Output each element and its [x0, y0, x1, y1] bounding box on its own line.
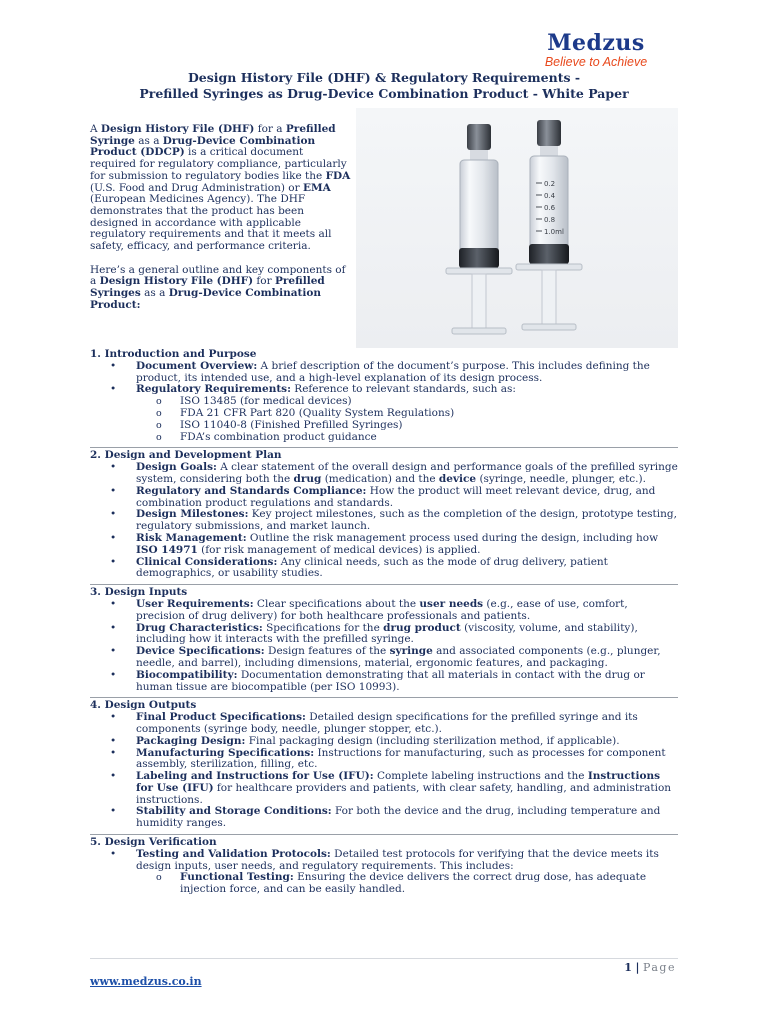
scale-label: 0.4 — [544, 192, 556, 200]
document-sections — [90, 349, 678, 900]
scale-label: 0.8 — [544, 216, 556, 224]
section-4 — [90, 697, 678, 834]
bullet-list — [90, 599, 678, 693]
text-run: Final packaging design (including sterilization method, if applicable). — [245, 734, 620, 747]
text-run: as a — [140, 287, 169, 300]
text-run: Here’s a general outline and key components of a — [90, 263, 346, 288]
intro-paragraph-1 — [90, 124, 352, 253]
list-item — [136, 806, 678, 830]
section-1 — [90, 349, 678, 447]
sub-list-item — [180, 872, 678, 896]
item-label: Clinical Considerations: — [136, 555, 278, 568]
text-run: How the product will meet relevant device, drug, and combination product regulations and standards. — [136, 484, 656, 509]
bold-text: Drug-Device Combination Product (DDCP) — [90, 134, 316, 159]
section-heading: 5. Design Verification — [90, 836, 217, 849]
text-run: A — [90, 123, 101, 135]
bold-text: FDA — [325, 169, 351, 182]
text-run: Detailed test protocols for verifying that the device meets its design inputs, user needs, and regulatory requirements. This includes: — [136, 847, 659, 872]
text-run: as a — [134, 134, 163, 147]
company-logo — [532, 30, 660, 69]
list-item — [136, 509, 678, 533]
intro-paragraph-2 — [90, 265, 352, 312]
item-label: Design Goals: — [136, 461, 217, 474]
text-run: Reference to relevant standards, such as: — [290, 383, 516, 396]
text-run: A brief description of the document’s purpose. This includes defining the product, its intended use, and a high-level explanation of its design process. — [136, 359, 650, 384]
text-run: for — [253, 275, 275, 288]
item-label: Risk Management: — [136, 531, 247, 544]
sub-list-item — [180, 432, 678, 444]
section-heading: 3. Design Inputs — [90, 586, 188, 599]
page-separator: | — [635, 961, 640, 974]
text-run: (U.S. Food and Drug Administration) or — [90, 181, 303, 194]
list-item — [136, 557, 678, 581]
bold-text: drug product — [383, 621, 461, 634]
footer-divider — [90, 958, 678, 959]
sub-list — [136, 396, 678, 443]
logo-wordmark: Medzus — [547, 30, 645, 56]
title-line-1: Design History File (DHF) & Regulatory Requirements - — [187, 70, 581, 85]
scale-label: 0.6 — [544, 204, 556, 212]
text-run: ISO 11040-8 (Finished Prefilled Syringes) — [180, 418, 403, 431]
list-item — [136, 670, 678, 694]
text-run: ISO 13485 (for medical devices) — [180, 395, 352, 408]
list-item — [136, 533, 678, 557]
page-word: Page — [642, 961, 676, 974]
text-run: (European Medicines Agency). The DHF demonstrates that the product has been designed in accordance with applicable regulatory requirements and that it meets all safety, efficacy, and performance criteria. — [90, 193, 332, 253]
section-heading: 2. Design and Development Plan — [90, 449, 282, 462]
item-label: Document Overview: — [136, 359, 258, 372]
bold-text: Instructions for Use (IFU) — [136, 770, 661, 794]
item-label: Stability and Storage Conditions: — [136, 805, 332, 818]
section-heading: 4. Design Outputs — [90, 699, 197, 712]
item-label: Manufacturing Specifications: — [136, 746, 315, 759]
text-run: Key project milestones, such as the completion of the design, prototype testing, regulatory submissions, and market launch. — [136, 508, 677, 533]
text-run: (viscosity, volume, and stability), including how it interacts with the prefilled syringe. — [136, 621, 638, 646]
item-label: Biocompatibility: — [136, 668, 238, 681]
page-number — [624, 961, 676, 974]
bullet-list — [90, 361, 678, 444]
text-run: for a — [254, 123, 286, 135]
text-run: (for risk management of medical devices) is applied. — [197, 543, 481, 556]
item-label: Design Milestones: — [136, 508, 249, 521]
text-run: Design features of the — [264, 645, 390, 658]
item-label: Device Specifications: — [136, 645, 265, 658]
text-run: Documentation demonstrating that all materials in contact with the drug or human tissue are biocompatible (per ISO 10993). — [136, 668, 645, 693]
text-run: is a critical document required for regulatory compliance, particularly for submission to regulatory bodies like the — [90, 146, 347, 182]
bold-text: Prefilled Syringes — [90, 275, 325, 300]
bullet-list — [90, 849, 678, 896]
logo-tagline: Believe to Achieve — [544, 55, 648, 69]
bold-text: syringe — [389, 645, 433, 658]
list-item — [136, 712, 678, 736]
sub-list — [136, 872, 678, 896]
text-run: (medication) and the — [321, 472, 439, 485]
intro-text — [90, 124, 352, 324]
list-item — [136, 623, 678, 647]
text-run: FDA’s combination product guidance — [180, 430, 377, 443]
scale-label: 1.0ml — [544, 228, 564, 236]
bold-text: user needs — [419, 597, 484, 610]
bold-text: drug — [293, 472, 322, 485]
syringe-left — [446, 124, 512, 334]
item-label: Packaging Design: — [136, 734, 246, 747]
text-run: Any clinical needs, such as the mode of drug delivery, patient demographics, or usability studies. — [136, 555, 608, 580]
list-item — [136, 599, 678, 623]
bold-text: Prefilled Syringe — [90, 123, 336, 147]
text-run: and associated components (e.g., plunger, needle, and barrel), including dimensions, material, ergonomic features, and packaging. — [136, 645, 661, 669]
text-run: (e.g., ease of use, comfort, precision of drug delivery) for both healthcare professionals and patients. — [136, 597, 628, 622]
bold-text: Functional Testing: — [180, 871, 294, 884]
text-run: Complete labeling instructions and the — [373, 770, 588, 783]
bold-text: Drug-Device Combination Product: — [90, 287, 321, 311]
list-item — [136, 849, 678, 896]
title-line-2: Prefilled Syringes as Drug-Device Combination Product - White Paper — [139, 86, 629, 101]
section-3 — [90, 584, 678, 697]
text-run: Clear specifications about the — [253, 597, 420, 610]
bold-text: EMA — [302, 181, 331, 194]
text-run: FDA 21 CFR Part 820 (Quality System Regulations) — [180, 406, 455, 419]
text-run: Specifications for the — [262, 621, 384, 634]
syringe-right — [516, 120, 582, 330]
section-heading: 1. Introduction and Purpose — [90, 348, 257, 360]
section-5 — [90, 834, 678, 900]
bold-text: Design History File (DHF) — [99, 275, 254, 288]
text-run: Outline the risk management process used during the design, including how — [246, 531, 659, 544]
text-run: (syringe, needle, plunger, etc.). — [476, 472, 646, 485]
text-run: for healthcare providers and patients, with clear safety, handling, and administration instructions. — [136, 781, 672, 806]
item-label: Final Product Specifications: — [136, 711, 306, 724]
document-title — [90, 70, 678, 102]
item-label: Regulatory Requirements: — [136, 383, 291, 396]
list-item — [136, 486, 678, 510]
bullet-list — [90, 712, 678, 830]
text-run: Detailed design specifications for the prefilled syringe and its components (syringe body, needle, plunger stopper, etc.). — [136, 711, 638, 735]
item-label: Regulatory and Standards Compliance: — [136, 484, 367, 497]
website-link[interactable]: www.medzus.co.in — [90, 975, 202, 988]
item-label: Labeling and Instructions for Use (IFU): — [136, 770, 374, 783]
scale-label: 0.2 — [544, 180, 556, 188]
section-2 — [90, 447, 678, 584]
list-item — [136, 384, 678, 443]
list-item — [136, 748, 678, 772]
syringe-photo — [356, 108, 678, 348]
list-item — [136, 646, 678, 670]
text-run: Ensuring the device delivers the correct drug dose, has adequate injection force, and can be easily handled. — [180, 871, 647, 896]
bold-text: device — [438, 472, 477, 485]
list-item — [136, 771, 678, 806]
list-item — [136, 462, 678, 486]
item-label: Drug Characteristics: — [136, 621, 263, 634]
bold-text: ISO 14971 — [136, 543, 198, 556]
text-run: A clear statement of the overall design and performance goals of the prefilled syringe system, considering both the — [136, 461, 678, 485]
bullet-list — [90, 462, 678, 580]
list-item — [136, 361, 678, 385]
page-number-value: 1 — [624, 961, 632, 974]
item-label: Testing and Validation Protocols: — [136, 847, 331, 860]
text-run: For both the device and the drug, including temperature and humidity ranges. — [136, 805, 661, 830]
prefilled-syringes-image — [356, 108, 678, 348]
text-run: Instructions for manufacturing, such as processes for component assembly, sterilization, filling, etc. — [136, 746, 666, 771]
bold-text: Design History File (DHF) — [100, 123, 255, 135]
item-label: User Requirements: — [136, 597, 254, 610]
